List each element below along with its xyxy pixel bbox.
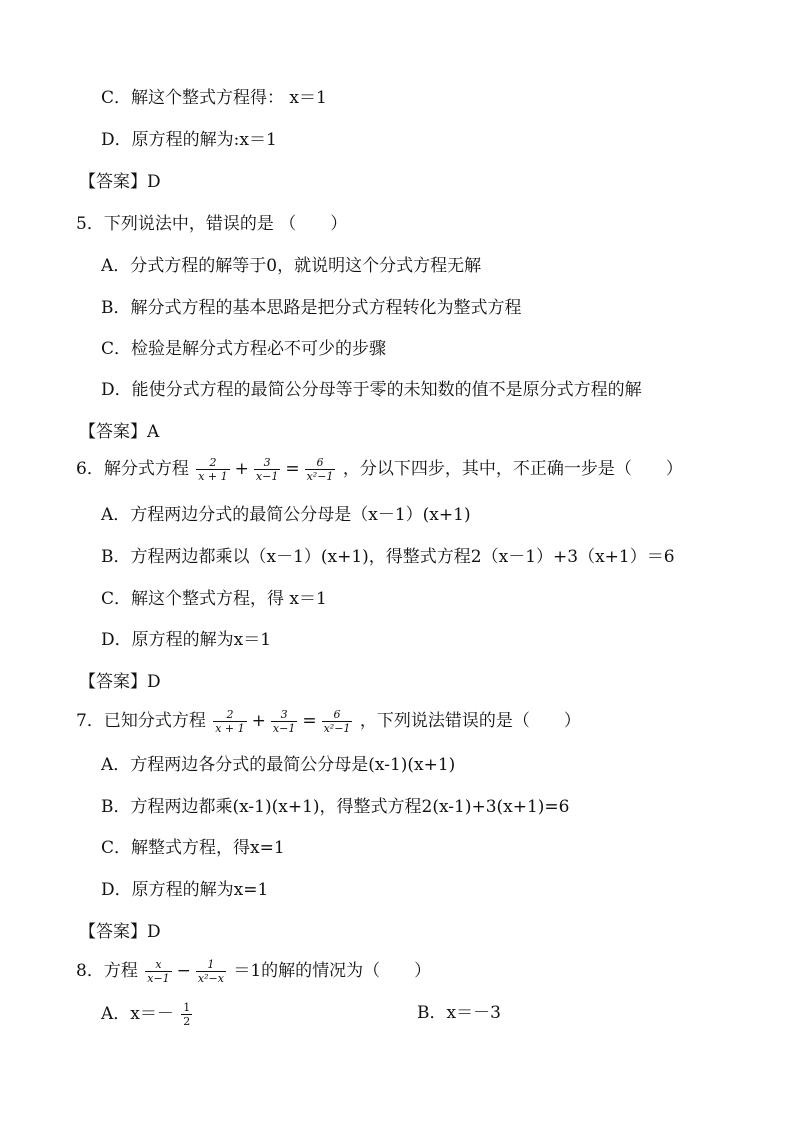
fraction-1-over-x2-minus-x: $\frac{1}{\text{x²−x}}$ — [197, 958, 224, 985]
q6-option-c: C．解这个整式方程，得 x＝1 — [101, 589, 327, 609]
answer-7: 【答案】D — [79, 922, 161, 942]
q6-option-b: B．方程两边都乘以（x－1）(x+1)，得整式方程2（x－1）+3（x+1）＝6 — [101, 547, 675, 567]
option-c-previous: C．解这个整式方程得： x＝1 — [101, 88, 327, 108]
q8-prefix: 8．方程 — [76, 961, 138, 981]
equals-sign: = — [302, 711, 317, 731]
q6-suffix: ，分以下四步，其中，不正确一步是（ ） — [342, 459, 683, 479]
fraction-6-over-x2-minus-1: $\frac{6}{\text{x²−1}}$ — [306, 456, 334, 483]
question-6 — [76, 456, 683, 483]
plus-sign: + — [234, 459, 249, 479]
q5-option-a: A．分式方程的解等于0，就说明这个分式方程无解 — [101, 256, 482, 276]
q6-option-d: D．原方程的解为x＝1 — [101, 630, 272, 650]
question-5: 5．下列说法中，错误的是 （ ） — [76, 214, 348, 234]
q5-option-d: D．能使分式方程的最简公分母等于零的未知数的值不是原分式方程的解 — [101, 380, 642, 400]
fraction-1-over-2: $\frac{1}{2}$ — [183, 1001, 191, 1028]
question-8 — [76, 958, 431, 985]
q7-suffix: ，下列说法错误的是（ ） — [359, 711, 581, 731]
q8-option-a-label: A．x＝－ — [101, 1004, 174, 1024]
question-7 — [76, 708, 581, 735]
q7-option-c: C．解整式方程，得x=1 — [101, 838, 285, 858]
q8-suffix: ＝1的解的情况为（ ） — [233, 961, 432, 981]
fraction-2-over-x-plus-1: $\frac{2}{x + 1}$ — [198, 456, 228, 483]
answer-6: 【答案】D — [79, 672, 161, 692]
q8-option-b: B．x＝－3 — [417, 1003, 501, 1023]
plus-sign: + — [251, 711, 266, 731]
fraction-3-over-x-minus-1: $\frac{3}{x-1}$ — [272, 708, 296, 735]
q7-prefix: 7．已知分式方程 — [76, 711, 206, 731]
answer-5: 【答案】A — [79, 422, 160, 442]
q5-option-b: B．解分式方程的基本思路是把分式方程转化为整式方程 — [101, 298, 522, 318]
q6-prefix: 6．解分式方程 — [76, 459, 189, 479]
fraction-3-over-x-minus-1: $\frac{3}{x-1}$ — [255, 456, 279, 483]
option-d-previous: D．原方程的解为:x＝1 — [101, 130, 277, 150]
fraction-2-over-x-plus-1: $\frac{2}{x + 1}$ — [215, 708, 245, 735]
equals-sign: = — [285, 459, 300, 479]
q7-option-d: D．原方程的解为x=1 — [101, 880, 269, 900]
q7-option-a: A．方程两边各分式的最简公分母是(x-1)(x+1) — [101, 755, 456, 775]
fraction-6-over-x2-minus-1: $\frac{6}{\text{x²−1}}$ — [323, 708, 351, 735]
answer-previous: 【答案】D — [79, 172, 161, 192]
q8-option-a — [101, 1001, 194, 1028]
q6-option-a: A．方程两边分式的最简公分母是（x－1）(x+1) — [101, 505, 471, 525]
fraction-x-over-x-minus-1: $\frac{x}{x-1}$ — [147, 958, 170, 985]
q5-option-c: C．检验是解分式方程必不可少的步骤 — [101, 339, 387, 359]
q7-option-b: B．方程两边都乘(x-1)(x+1)，得整式方程2(x-1)+3(x+1)=6 — [101, 797, 570, 817]
minus-sign: − — [176, 961, 191, 981]
